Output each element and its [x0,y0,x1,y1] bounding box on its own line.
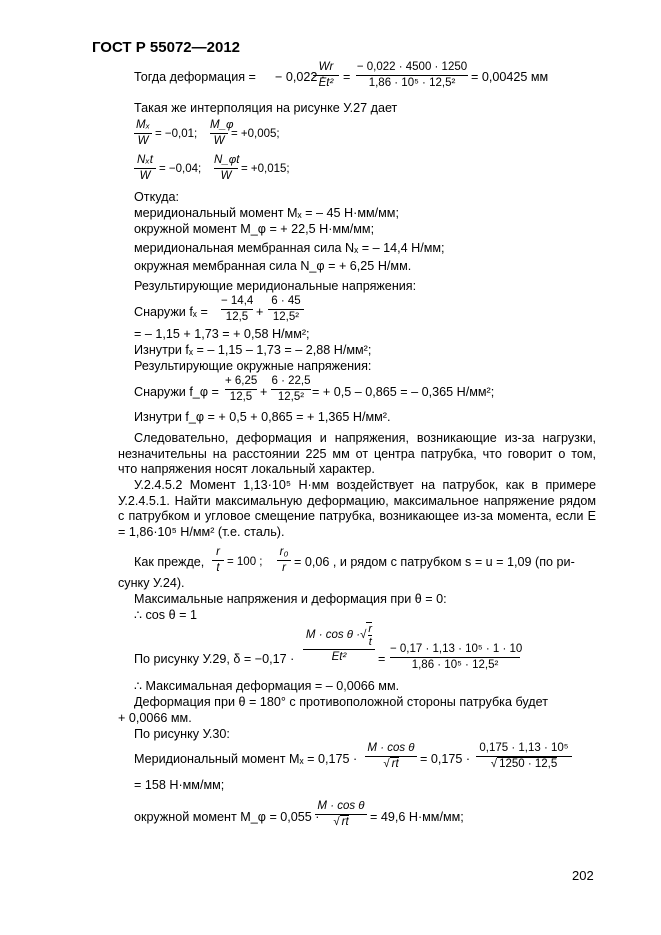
page-number: 202 [572,868,594,883]
conclusion-line-2: незначительны на расстоянии 225 мм от центра патрубка, что говорит о том, [118,446,596,461]
page-header-title: ГОСТ Р 55072—2012 [92,39,241,56]
inside-circumferential-line: Изнутри f_φ = + 0,5 + 0,865 = + 1,365 Н/мм². [134,410,391,424]
moment-task-line-4: = 1,86·10⁵ Н/мм² (т.е. сталь). [118,524,285,539]
nphi-t-over-w-value: = +0,015; [241,163,290,175]
meridional-moment-fraction-1: M · cos θ √ rt [365,742,417,771]
otkuda-text: Откуда: [134,190,179,204]
moment-task-line-1: У.2.4.5.2 Момент 1,13·10⁵ Н·мм воздействует на патрубок, как в примере [134,478,596,492]
figure-u29-result-fraction: − 0,17 · 1,13 · 10⁵ · 1 · 10 1,86 · 10⁵ · 12,5² [390,643,523,671]
conclusion-line-3: что напряжения носят локальный характер. [118,462,375,476]
as-before-label: Как прежде, [134,555,205,569]
meridional-moment-formula-label: Меридиональный момент Mₓ = 0,175 · [134,752,358,766]
figure-reference-u24: сунку У.24). [118,576,185,590]
meridional-moment-result: = 158 Н·мм/мм; [134,778,225,792]
r0-over-r-value: = 0,06 , и рядом с патрубком s = u = 1,09 (по ри- [294,555,575,569]
deformation-180-line-2: + 0,0066 мм. [118,711,192,725]
figure-u29-fraction: M · cos θ ·√ $\frac{r}{t}$ Et² [303,622,375,664]
outside-circumferential-fraction-1: + 6,25 12,5 [225,375,258,403]
mx-over-w-fraction: Mₓ W [134,119,152,148]
moment-task-line-2: У.2.4.5.1. Найти максимальную деформацию, максимальное напряжение рядом [118,493,596,508]
mphi-over-w-value: = +0,005; [231,128,280,140]
deformation-180-line-1: Деформация при θ = 180° с противоположной стороны патрубка будет [134,695,548,709]
meridional-moment-equals: = 0,175 · [420,752,471,766]
outside-circumferential-result: = + 0,5 – 0,865 = – 0,365 Н/мм²; [312,385,495,399]
circumferential-membrane-force-line: окружная мембранная сила N_φ = + 6,25 Н/мм. [134,259,412,273]
deformation-fraction-1: Wr Et² [313,61,339,90]
circumferential-moment-result: = 49,6 Н·мм/мм; [370,810,464,824]
nx-t-over-w-value: = −0,04; [159,163,202,175]
nphi-t-over-w-fraction: N_φt W [214,154,240,182]
conclusion-paragraph [118,431,596,478]
outside-circumferential-label: Снаружи f_φ = [134,385,219,399]
figure-u29-label: По рисунку У.29, δ = −0,17 · [134,652,295,666]
outside-meridional-fraction-2: 6 · 45 12,5² [268,295,304,324]
meridional-moment-line: меридиональный момент Mₓ = – 45 Н·мм/мм; [134,206,399,220]
meridional-membrane-force-line: меридиональная мембранная сила Nₓ = – 14,4 Н/мм; [134,241,445,255]
figure-u30-label: По рисунку У.30: [134,727,230,741]
conclusion-line-1: Следовательно, деформация и напряжения, возникающие из-за нагрузки, [134,431,596,445]
moment-task-line-3: с патрубком и угловое смещение патрубка, возникающее из-за момента, если E [118,509,596,523]
outside-meridional-result: = – 1,15 + 1,73 = + 0,58 Н/мм²; [134,327,310,341]
nx-t-over-w-fraction: Nₓt W [134,154,156,183]
outside-circumferential-fraction-2: 6 · 22,5 12,5² [271,375,311,403]
deformation-equals: = [343,70,351,84]
outside-meridional-plus: + [256,305,264,319]
mx-over-w-value: = −0,01; [155,128,198,140]
circumferential-moment-line: окружной момент M_φ = + 22,5 Н·мм/мм; [134,222,375,236]
deformation-label: Тогда деформация = [134,70,256,84]
cos-theta-equals-one: ∴ cos θ = 1 [134,608,197,622]
max-at-theta-zero: Максимальные напряжения и деформация при θ = 0: [134,592,447,606]
figure-u29-equals: = [378,652,386,666]
resulting-circumferential-stresses-heading: Результирующие окружные напряжения: [134,359,372,373]
max-deformation-line: ∴ Максимальная деформация = – 0,0066 мм. [134,679,400,693]
deformation-result: = 0,00425 мм [471,70,549,84]
meridional-moment-fraction-2: 0,175 · 1,13 · 10⁵ √ 1250 · 12,5 [476,742,572,771]
r-over-t-fraction: r t [212,546,224,575]
r-over-t-value: = 100 ; [227,556,263,568]
deformation-coef: − 0,022 · [275,70,326,84]
circumferential-moment-fraction: M · cos θ √ rt [315,800,367,829]
outside-meridional-label: Снаружи fₓ = [134,305,208,319]
deformation-fraction-2: − 0,022 · 4500 · 1250 1,86 · 10⁵ · 12,5² [356,61,468,89]
outside-circumferential-plus: + [260,385,268,399]
moment-task-paragraph [118,478,596,540]
r0-over-r-fraction: r₀ r [277,546,291,575]
circumferential-moment-formula-label: окружной момент M_φ = 0,055 · [134,810,320,824]
mphi-over-w-fraction: M_φ W [210,119,234,147]
outside-meridional-fraction-1: − 14,4 12,5 [221,295,254,323]
resulting-meridional-stresses-heading: Результирующие меридиональные напряжения: [134,279,417,293]
interpolation-text: Такая же интерполяция на рисунке У.27 дает [134,101,398,115]
inside-meridional-line: Изнутри fₓ = – 1,15 – 1,73 = – 2,88 Н/мм²; [134,343,372,357]
